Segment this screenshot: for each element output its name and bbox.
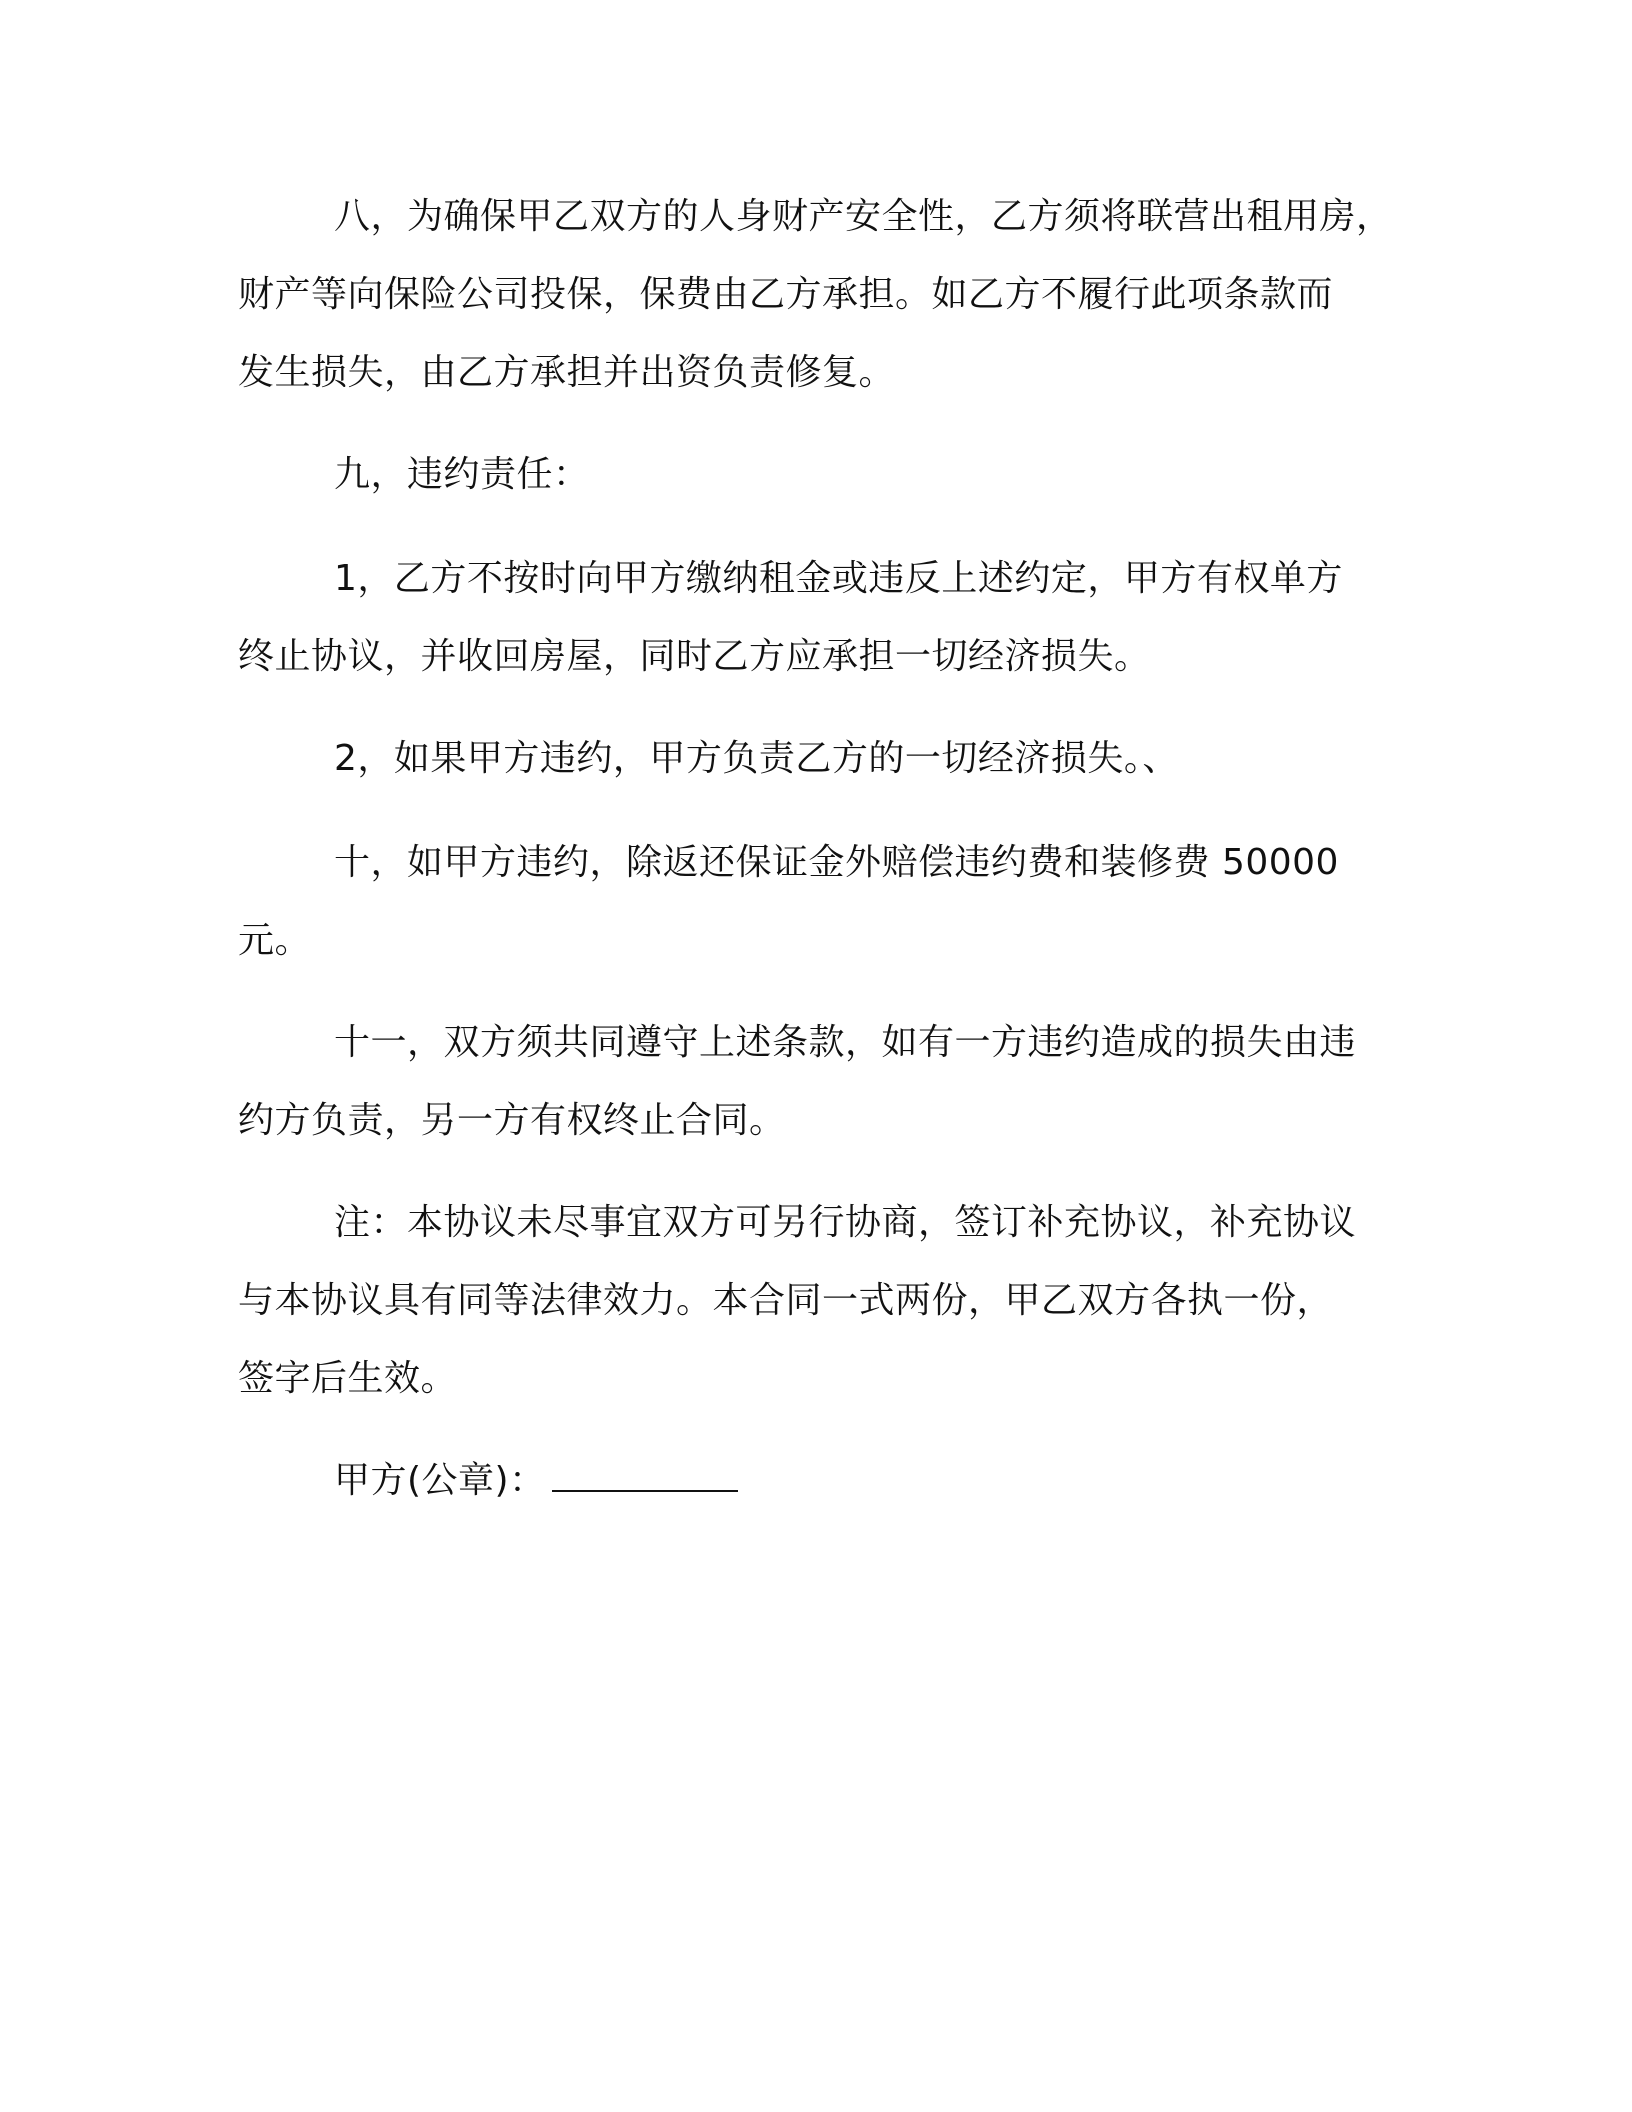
text-line: 签字后生效。: [238, 1358, 458, 1399]
clause-9-heading: [238, 436, 1408, 514]
text-line: 财产等向保险公司投保，保费由乙方承担。如乙方不履行此项条款而: [238, 274, 1334, 315]
signature-line: [238, 1442, 1408, 1520]
text-line: 终止协议，并收回房屋，同时乙方应承担一切经济损失。: [238, 636, 1151, 677]
signature-blank[interactable]: [552, 1456, 738, 1492]
text-line: 发生损失，由乙方承担并出资负责修复。: [238, 352, 896, 393]
text-line: 十一，双方须共同遵守上述条款，如有一方违约造成的损失由违: [334, 1022, 1357, 1063]
text-line: 元。: [238, 920, 312, 961]
text-line: 与本协议具有同等法律效力。本合同一式两份，甲乙双方各执一份，: [238, 1280, 1334, 1321]
clause-9-item-2: [238, 720, 1408, 798]
text-line: 2，如果甲方违约，甲方负责乙方的一切经济损失。、: [334, 738, 1179, 779]
text-line: 注：本协议未尽事宜双方可另行协商，签订补充协议，补充协议: [334, 1202, 1357, 1243]
text-line: 八，为确保甲乙双方的人身财产安全性，乙方须将联营出租用房，: [334, 196, 1393, 237]
clause-10: [238, 824, 1408, 980]
text-line: 约方负责，另一方有权终止合同。: [238, 1100, 786, 1141]
signature-label: 甲方(公章)：: [334, 1460, 546, 1501]
clause-8: [238, 178, 1408, 412]
clause-11: [238, 1004, 1408, 1160]
signature-row: [238, 1442, 1408, 1520]
text-line: 九，违约责任：: [334, 454, 590, 495]
clause-9-item-1: [238, 540, 1408, 696]
text-line: 十，如甲方违约，除返还保证金外赔偿违约费和装修费 50000: [334, 842, 1339, 883]
text-line: 1，乙方不按时向甲方缴纳租金或违反上述约定，甲方有权单方: [334, 558, 1343, 599]
note-paragraph: [238, 1184, 1408, 1418]
